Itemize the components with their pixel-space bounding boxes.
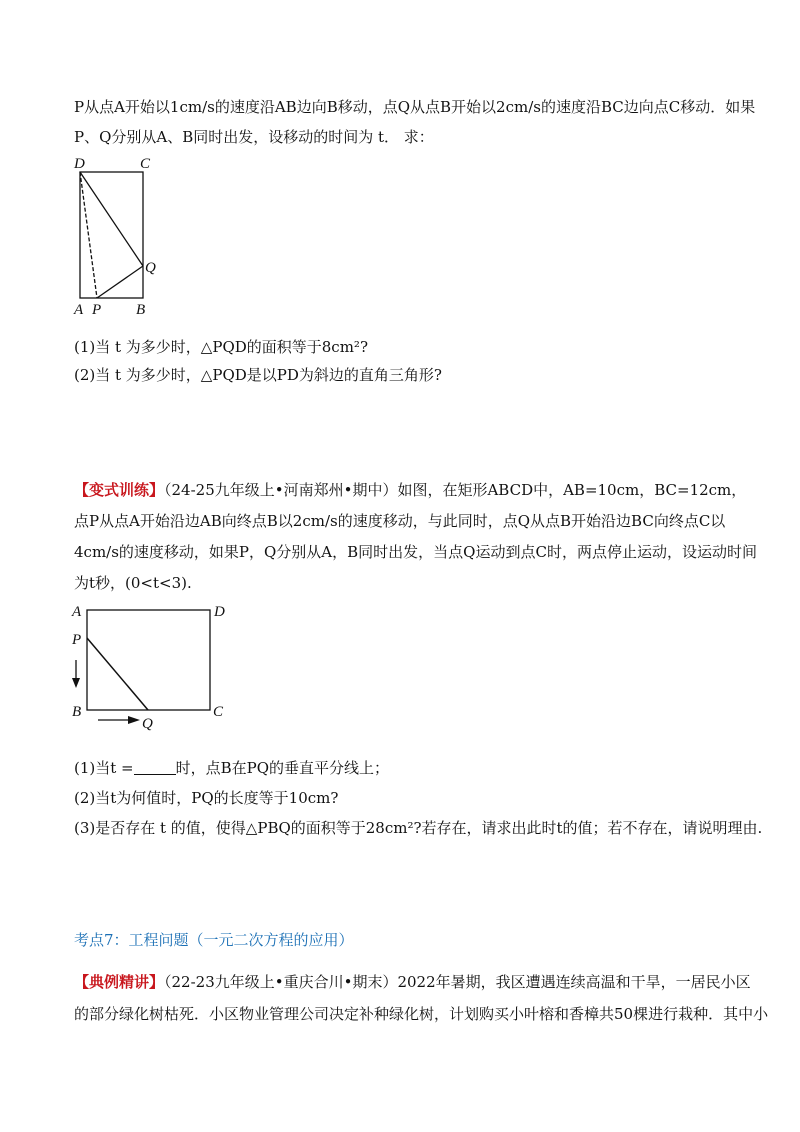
label-q: Q	[145, 260, 156, 276]
label-c: C	[140, 156, 151, 172]
example-tag: 【典例精讲】	[74, 973, 165, 991]
variant-question-1: (1)当t = 时，点B在PQ的垂直平分线上；	[74, 759, 390, 777]
variant-training-line-2: 点P从点A开始沿边AB向终点B以2cm/s的速度移动，与此同时，点Q从点B开始沿边BC向终点C以	[74, 512, 726, 530]
variant-training-tag: 【变式训练】	[74, 481, 165, 499]
figure-rectangle-abcd-2	[68, 598, 238, 734]
variant-question-2: (2)当t为何值时，PQ的长度等于10cm?	[74, 789, 339, 807]
variant-training-line-4: 为t秒，(0<t<3).	[74, 574, 192, 592]
question-2: (2)当 t 为多少时，△PQD是以PD为斜边的直角三角形?	[74, 366, 442, 384]
example-line-2: 的部分绿化树枯死．小区物业管理公司决定补种绿化树，计划购买小叶榕和香樟共50棵进行栽种．其中小	[74, 1005, 769, 1023]
section-heading: 考点7：工程问题（一元二次方程的应用）	[74, 931, 354, 949]
label-d: D	[74, 156, 85, 172]
problem-text-line-2: P、Q分别从A、B同时出发，设移动的时间为 t． 求：	[74, 128, 434, 146]
label-p: P	[92, 302, 102, 318]
question-1: (1)当 t 为多少时，△PQD的面积等于8cm²?	[74, 338, 368, 356]
variant-training-text: （24-25九年级上•河南郑州•期中）如图，在矩形ABCD中，AB=10cm，BC=12cm，	[164, 481, 747, 499]
example-line-1	[74, 971, 751, 993]
arrow-right-head	[128, 716, 140, 724]
segment-dq	[80, 172, 143, 266]
problem-text-line-1: P从点A开始以1cm/s的速度沿AB边向B移动，点Q从点B开始以2cm/s的速度沿BC边向点C移动．如果	[74, 98, 756, 116]
label-a: A	[74, 302, 84, 318]
segment-pq	[97, 266, 143, 298]
segment-dp	[80, 172, 97, 298]
variant-question-3: (3)是否存在 t 的值，使得△PBQ的面积等于28cm²?若存在，请求出此时t的值；若不存在，请说明理由.	[74, 819, 763, 837]
label-c-2: C	[213, 704, 224, 720]
arrow-down-head	[72, 678, 80, 688]
label-a-2: A	[72, 604, 82, 620]
answer-blank[interactable]	[134, 759, 176, 775]
segment-pq-2	[87, 638, 148, 710]
figure-rectangle-abcd-1	[70, 152, 180, 320]
label-d-2: D	[214, 604, 225, 620]
label-q-2: Q	[142, 716, 153, 732]
rect-abcd	[80, 172, 143, 298]
variant-training-line-1	[74, 479, 746, 501]
label-b-2: B	[72, 704, 82, 720]
label-b: B	[136, 302, 146, 318]
example-text: （22-23九年级上•重庆合川•期末）2022年暑期，我区遭遇连续高温和干旱，一居民小区	[164, 973, 751, 991]
label-p-2: P	[72, 632, 82, 648]
variant-training-line-3: 4cm/s的速度移动，如果P，Q分别从A，B同时出发，当点Q运动到点C时，两点停止运动，设运动时间	[74, 543, 757, 561]
